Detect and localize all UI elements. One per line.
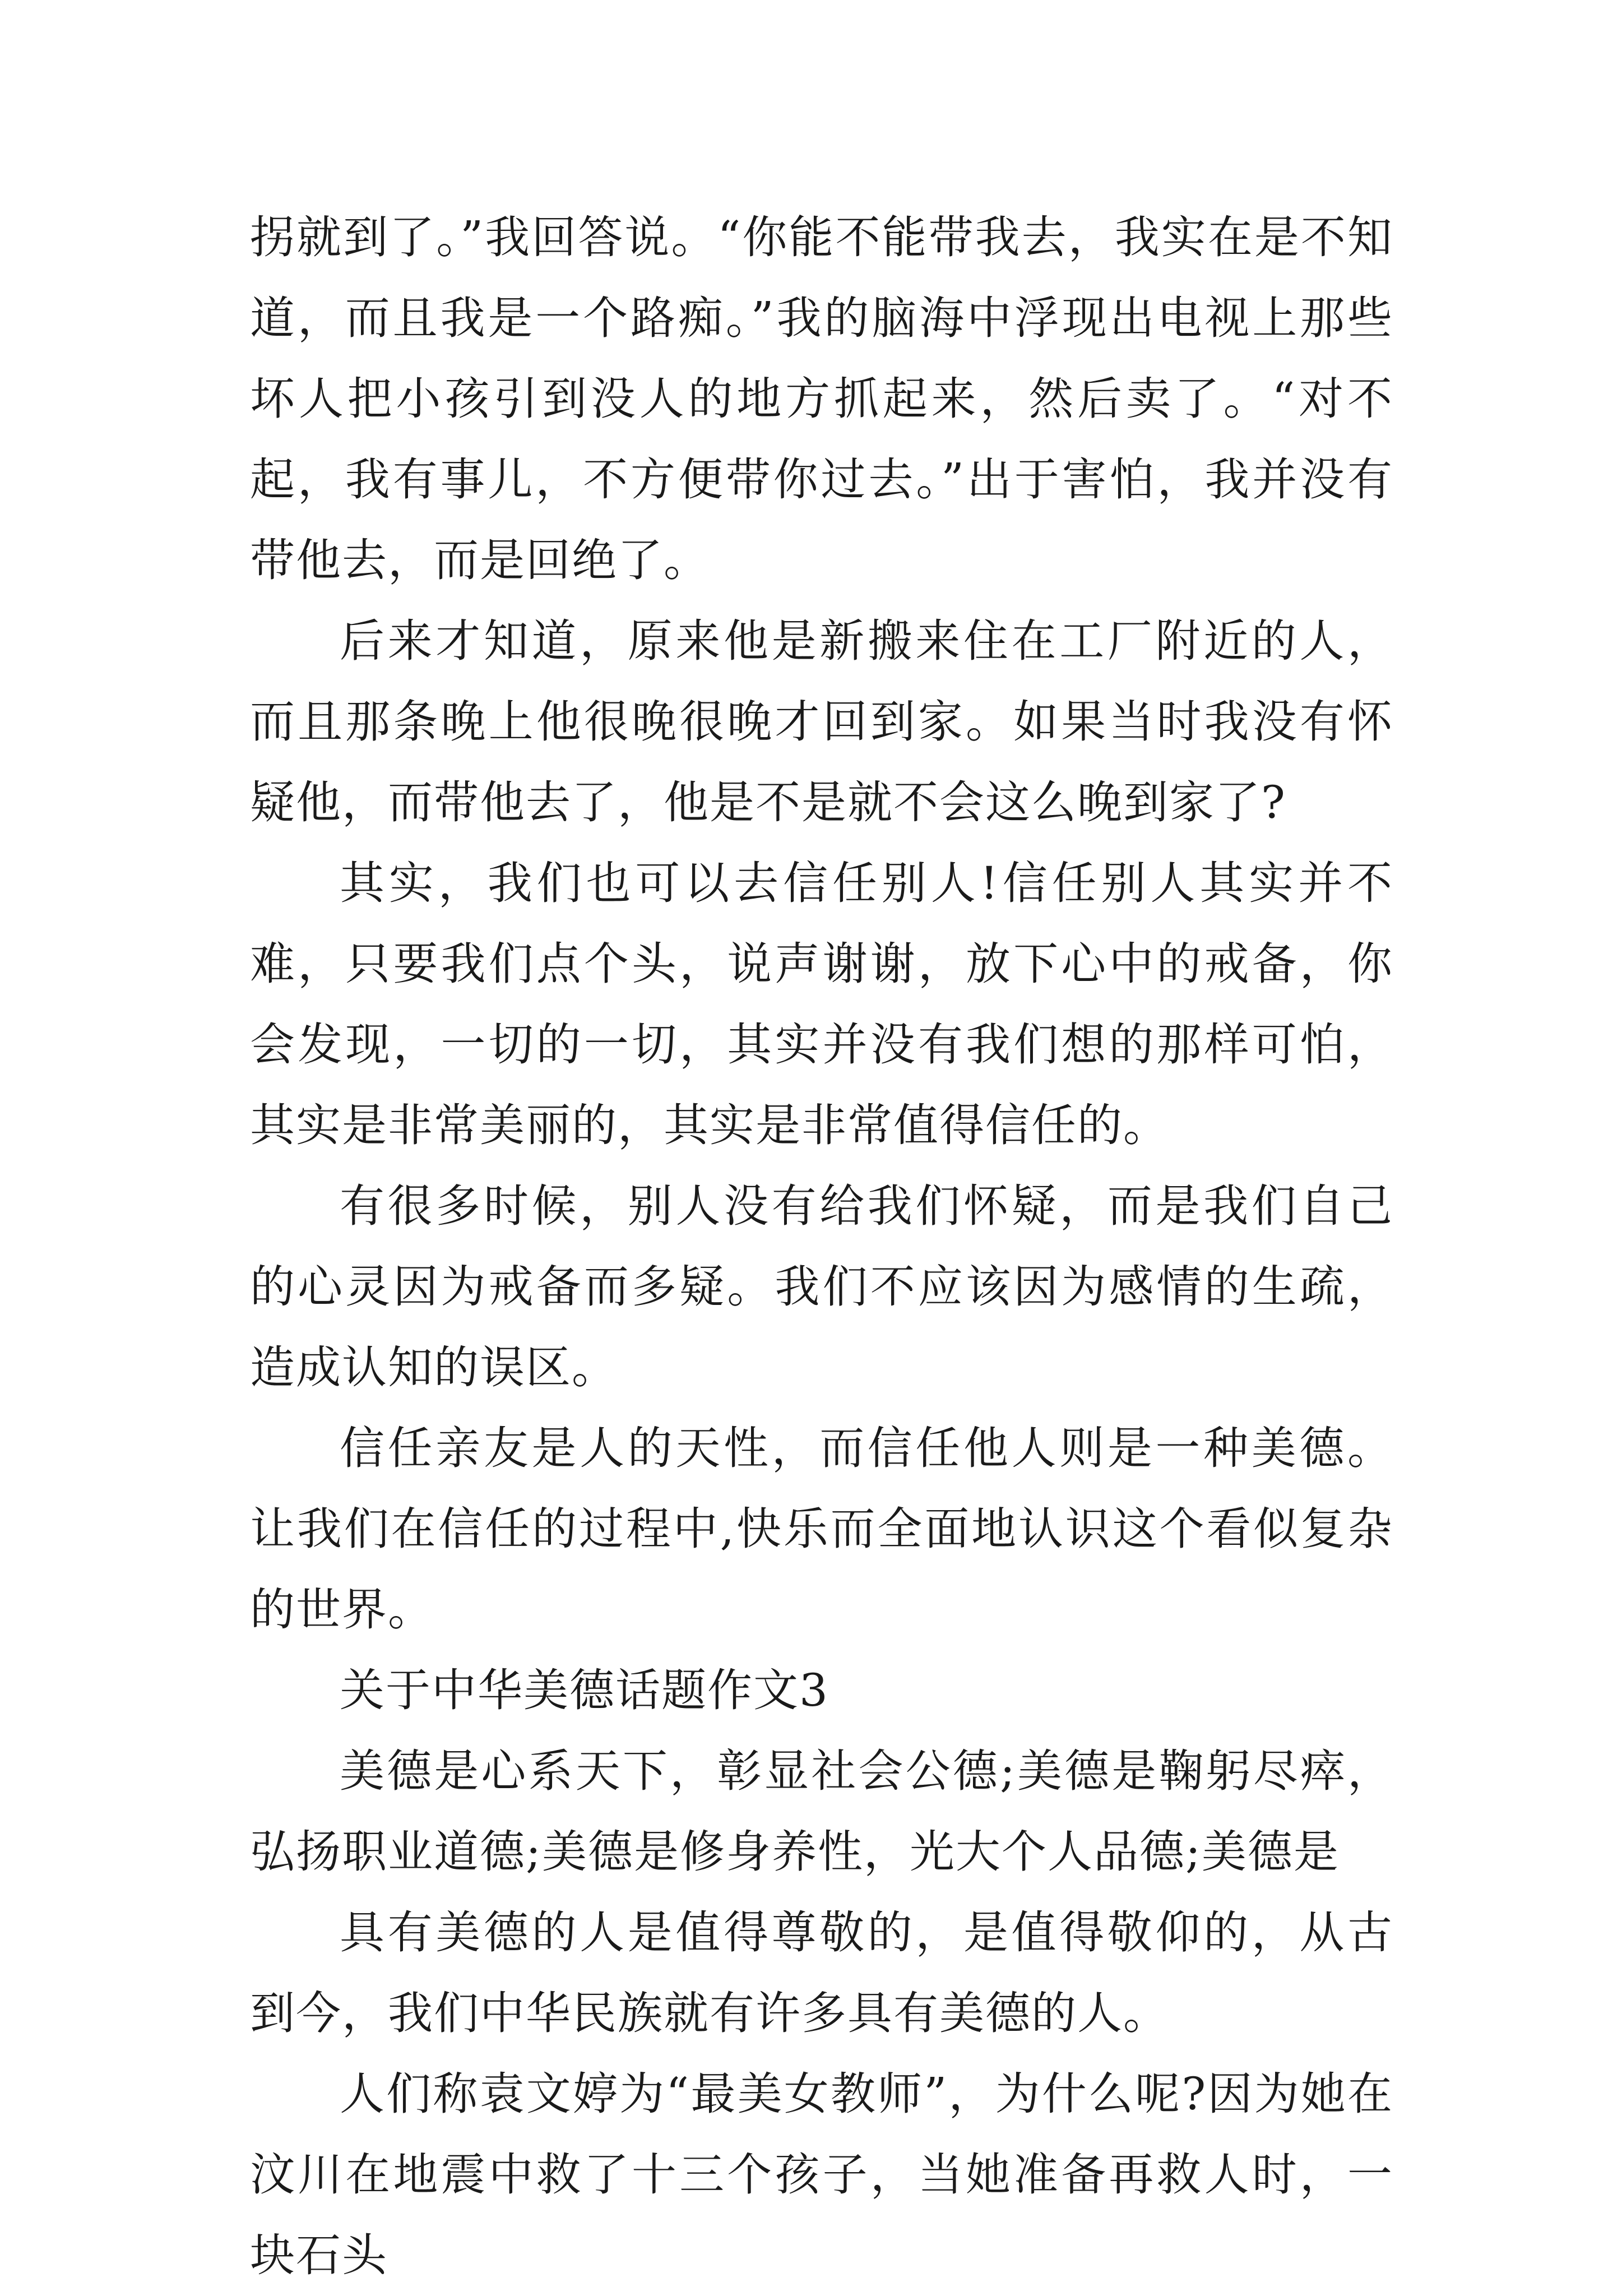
paragraph: 后来才知道，原来他是新搬来住在工厂附近的人，而且那条晚上他很晚很晚才回到家。如果当时我没有怀疑他，而带他去了，他是不是就不会这么晚到家了? [250,615,1393,828]
paragraph: 有很多时候，别人没有给我们怀疑，而是我们自己的心灵因为戒备而多疑。我们不应该因为感情的生疏，造成认知的误区。 [250,1180,1393,1394]
paragraph: 具有美德的人是值得尊敬的，是值得敬仰的，从古到今，我们中华民族就有许多具有美德的人。 [250,1906,1393,2039]
document-body [250,197,1393,2296]
paragraph-continuation: 拐就到了。”我回答说。“你能不能带我去，我实在是不知道，而且我是一个路痴。”我的脑海中浮现出电视上那些坏人把小孩引到没人的地方抓起来，然后卖了。“对不起，我有事儿，不方便带你过去。”出于害怕，我并没有带他去，而是回绝了。 [250,211,1393,586]
section-heading: 关于中华美德话题作文3 [340,1664,829,1716]
paragraph: 人们称袁文婷为“最美女教师”，为什么呢?因为她在汶川在地震中救了十三个孩子，当她准备再救人时，一块石头 [250,2068,1393,2281]
paragraph: 信任亲友是人的天性，而信任他人则是一种美德。让我们在信任的过程中,快乐而全面地认识这个看似复杂的世界。 [250,1422,1393,1636]
paragraph: 美德是心系天下，彰显社会公德;美德是鞠躬尽瘁，弘扬职业道德;美德是修身养性，光大个人品德;美德是 [250,1745,1393,1878]
paragraph: 其实，我们也可以去信任别人!信任别人其实并不难，只要我们点个头，说声谢谢，放下心中的戒备，你会发现，一切的一切，其实并没有我们想的那样可怕，其实是非常美丽的，其实是非常值得信任的。 [250,857,1393,1151]
